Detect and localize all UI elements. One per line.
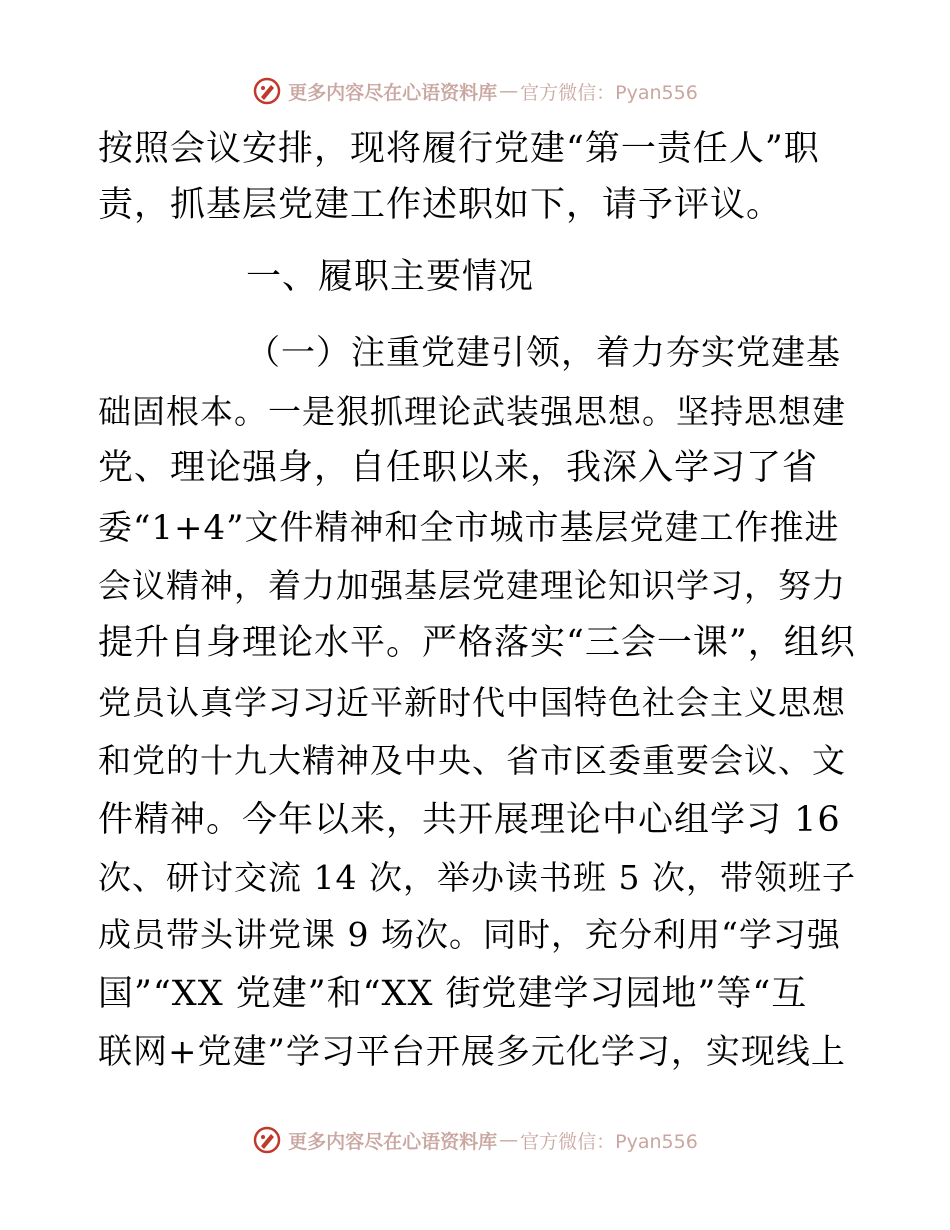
watermark-text: 更多内容尽在心语资料库	[288, 1130, 498, 1153]
subsection-heading: （一）注重党建引领，着力夯实党建基	[246, 333, 841, 373]
body-line-12: 件精神。今年以来，共开展理论中心组学习 16	[98, 800, 841, 840]
body-line-1: 按照会议安排，现将履行党建“第一责任人”职	[98, 129, 820, 169]
body-line-8: 会议精神，着力加强基层党建理论知识学习，努力	[98, 566, 846, 605]
body-line-14: 成员带头讲党课 9 场次。同时，充分利用“学习强	[98, 915, 841, 954]
watermark-wechat: 官方微信：Pyan556	[520, 81, 698, 104]
footer-watermark	[0, 1120, 950, 1160]
header-watermark	[0, 71, 950, 111]
pen-logo-icon	[252, 76, 282, 106]
pen-logo-icon	[252, 1125, 282, 1155]
body-line-5: 础固根本。一是狠抓理论武装强思想。坚持思想建	[98, 392, 846, 431]
body-line-9: 提升自身理论水平。严格落实“三会一课”，组织	[98, 623, 856, 663]
watermark-text: 更多内容尽在心语资料库	[288, 81, 498, 104]
body-line-2: 责，抓基层党建工作述职如下，请予评议。	[98, 185, 783, 225]
body-line-11: 和党的十九大精神及中央、省市区委重要会议、文	[98, 741, 846, 780]
watermark-separator: —	[499, 80, 519, 102]
body-line-15: 国”“XX 党建”和“XX 街党建学习园地”等“互	[98, 974, 808, 1014]
body-line-13: 次、研讨交流 14 次，举办读书班 5 次，带领班子	[98, 858, 856, 897]
section-heading: 一、履职主要情况	[246, 257, 535, 297]
watermark-wechat: 官方微信：Pyan556	[520, 1130, 698, 1153]
body-line-6: 党、理论强身，自任职以来，我深入学习了省	[98, 448, 819, 488]
body-line-7: 委“1+4”文件精神和全市城市基层党建工作推进	[98, 508, 840, 548]
watermark-separator: —	[499, 1129, 519, 1151]
body-line-16: 联网+党建”学习平台开展多元化学习，实现线上	[98, 1032, 846, 1072]
body-line-10: 党员认真学习习近平新时代中国特色社会主义思想	[98, 683, 846, 722]
